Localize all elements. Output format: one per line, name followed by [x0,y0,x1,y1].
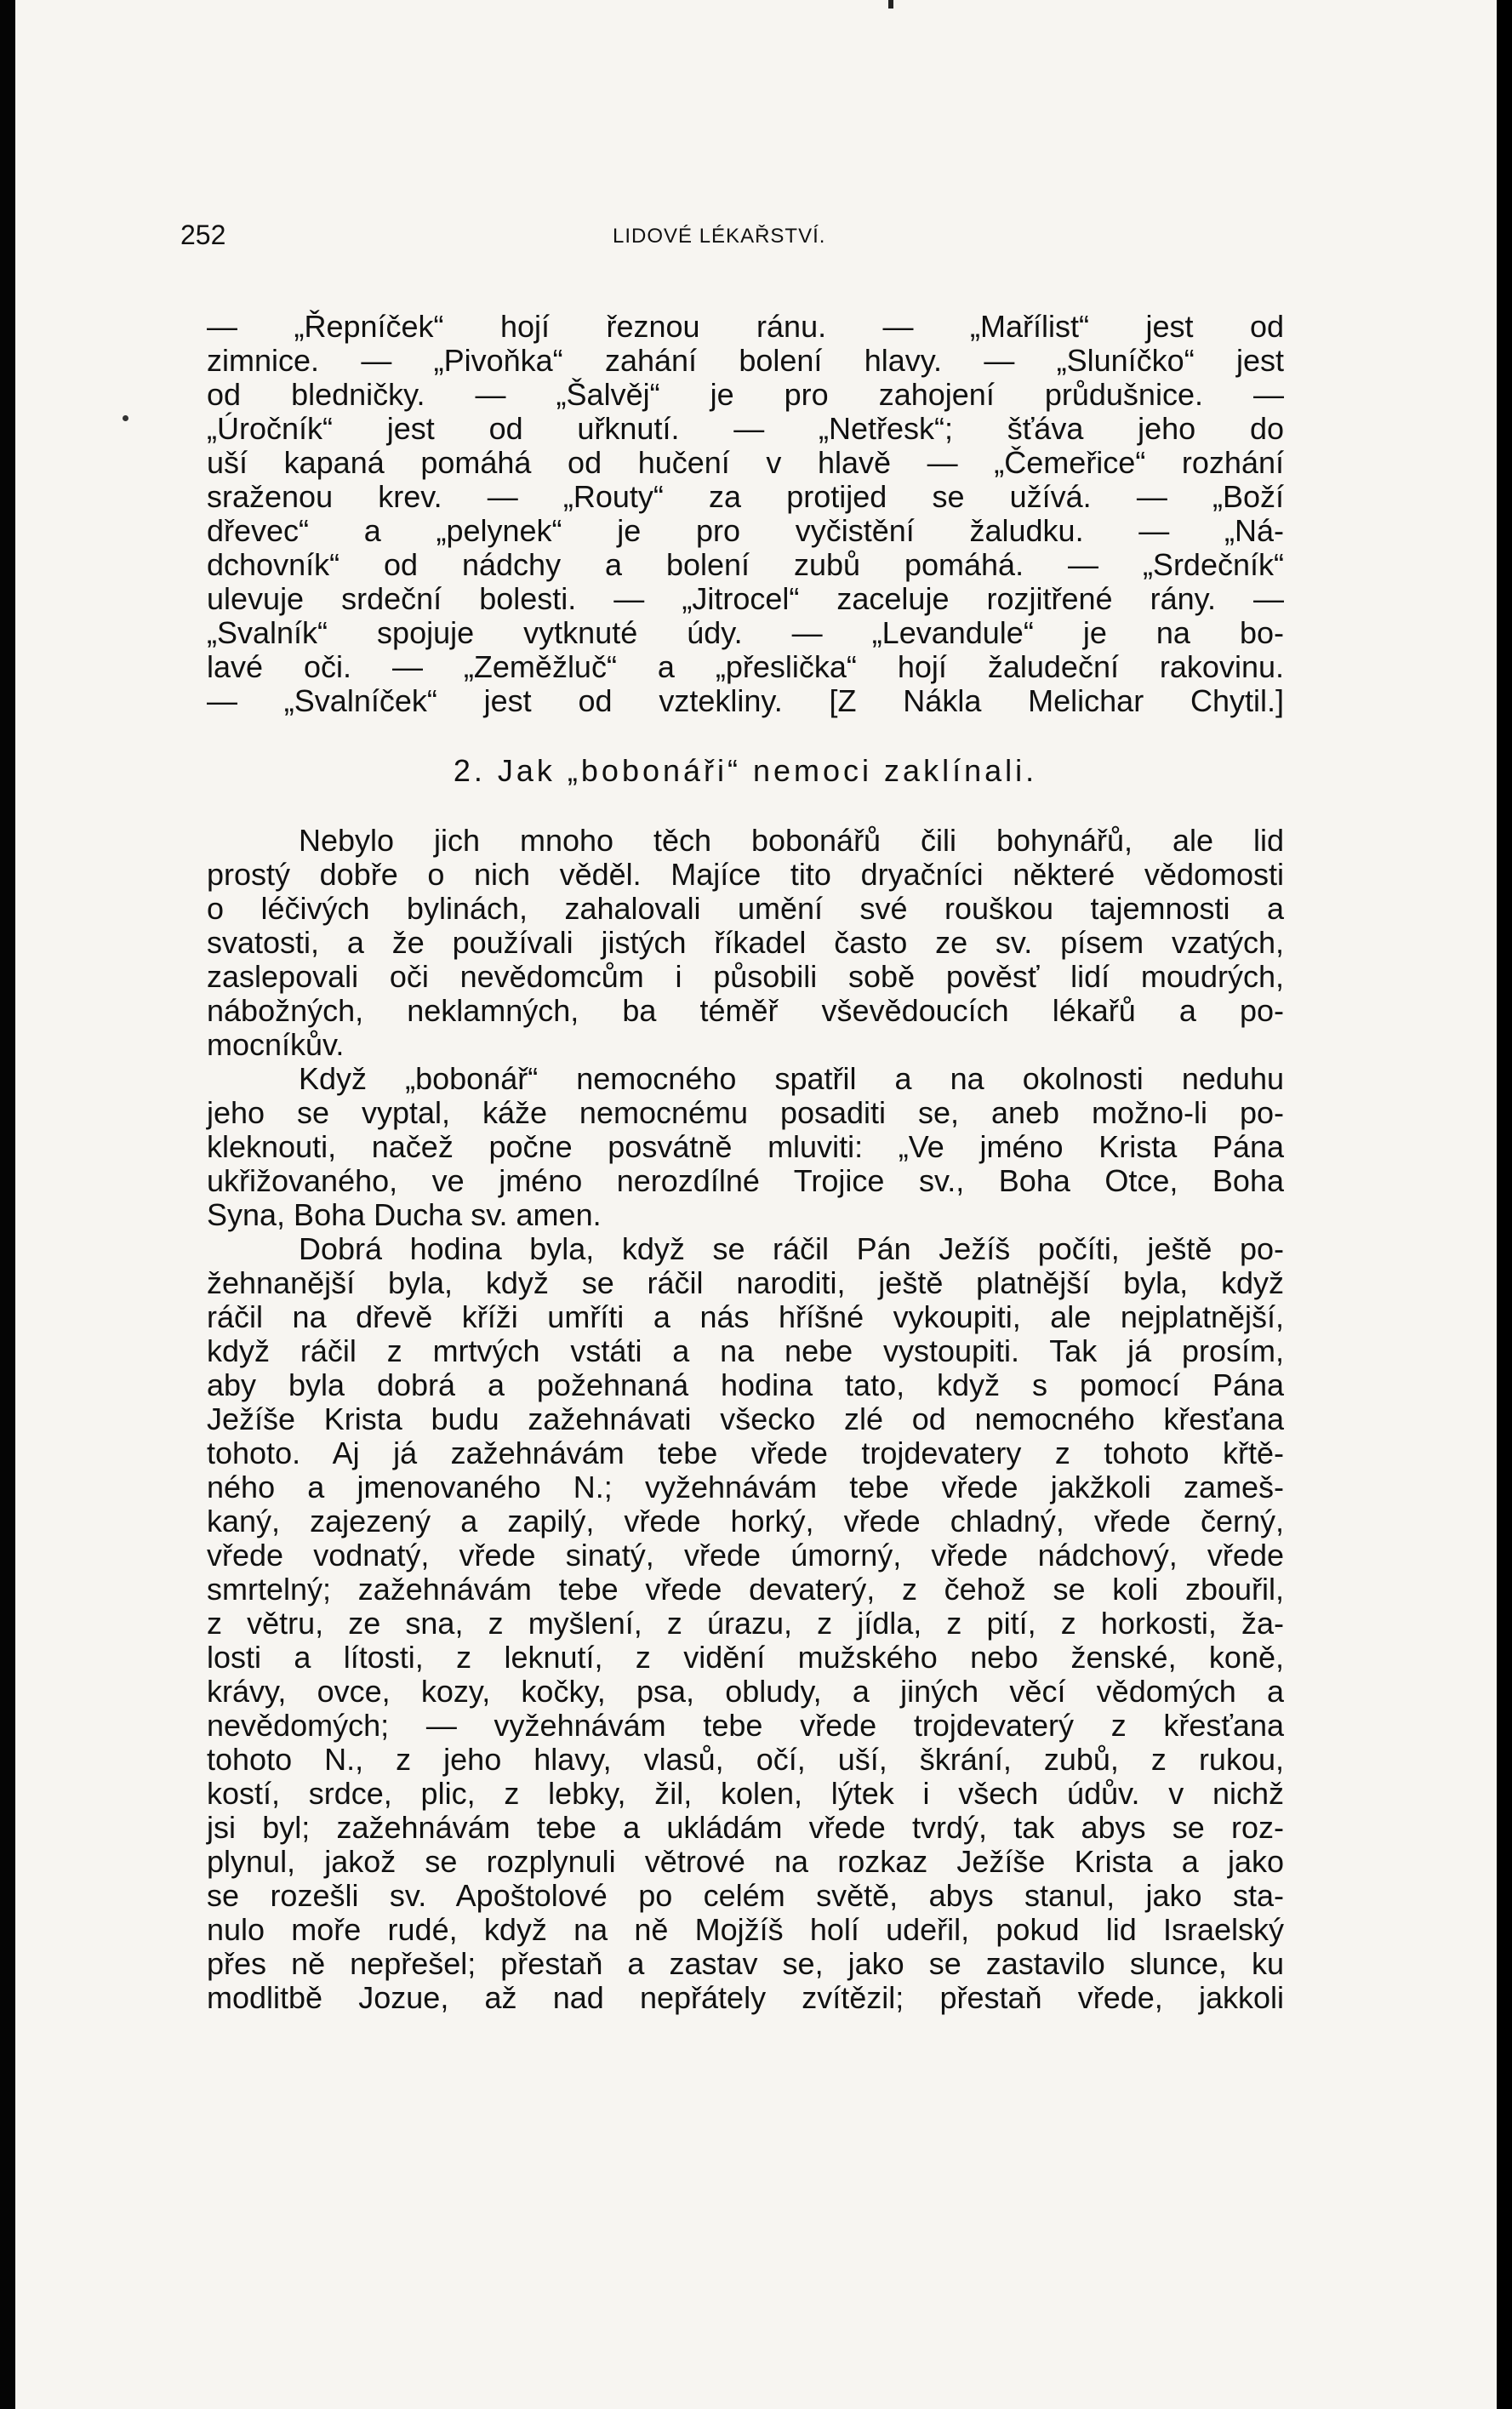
text-line: nevědomých; — vyžehnávám tebe vřede trojdevaterý z křesťana [207,1708,1284,1743]
paragraph [207,1232,1284,2015]
text-line: o léčivých bylinách, zahalovali umění své rouškou tajemnosti a [207,891,1284,926]
plant-remedies-section [207,310,1284,718]
scan-right-edge [1497,0,1512,2409]
text-line: od bledničky. — „Šalvěj“ je pro zahojení průdušnice. — [207,377,1284,412]
section-heading: 2. Jak „bobonáři“ nemoci zaklínali. [453,753,1038,788]
text-line: vřede vodnatý, vřede sinatý, vřede úmorný, vřede nádchový, vřede [207,1538,1284,1573]
text-line: aby byla dobrá a požehnaná hodina tato, když s pomocí Pána [207,1367,1284,1402]
text-line: zimnice. — „Pivoňka“ zahání bolení hlavy. — „Sluníčko“ jest [207,343,1284,378]
margin-dot [123,415,128,421]
scan-mark [888,0,893,9]
text-line: Dobrá hodina byla, když se ráčil Pán Ježíš počíti, ještě po- [299,1231,1284,1266]
text-line: smrtelný; zažehnávám tebe vřede devaterý, z čehož se koli zbouřil, [207,1572,1284,1607]
text-line: uší kapaná pomáhá od hučení v hlavě — „Čemeřice“ rozhání [207,445,1284,480]
text-line: přes ně nepřešel; přestaň a zastav se, jako se zastavilo slunce, ku [207,1946,1284,1981]
text-line: Nebylo jich mnoho těch bobonářů čili bohynářů, ale lid [299,823,1284,858]
paragraph [207,824,1284,1062]
text-line: kleknouti, načež počne posvátně mluviti: „Ve jméno Krista Pána [207,1129,1284,1164]
text-line: ráčil na dřevě kříži umříti a nás hříšné vykoupiti, ale nejplatnější, [207,1299,1284,1334]
text-line: Když „bobonář“ nemocného spatřil a na okolnosti neduhu [299,1061,1284,1096]
text-line: kaný, zajezený a zapilý, vřede horký, vřede chladný, vřede černý, [207,1504,1284,1538]
text-line: ného a jmenovaného N.; vyžehnávám tebe vřede jakžkoli zameš- [207,1470,1284,1504]
text-line: Syna, Boha Ducha sv. amen. [207,1197,602,1232]
text-line: tohoto N., z jeho hlavy, vlasů, očí, uší, škrání, zubů, z rukou, [207,1742,1284,1777]
text-line: zaslepovali oči nevědomcům i působili sobě pověsť lidí moudrých, [207,959,1284,994]
text-line: — „Svalníček“ jest od vztekliny. [Z Nákla Melichar Chytil.] [207,683,1284,718]
text-line: jeho se vyptal, káže nemocnému posaditi se, aneb možno-li po- [207,1095,1284,1130]
text-line: dchovník“ od nádchy a bolení zubů pomáhá. — „Srdečník“ [207,547,1284,582]
text-line: když ráčil z mrtvých vstáti a na nebe vystoupiti. Tak já prosím, [207,1333,1284,1368]
page-number: 252 [180,220,226,250]
text-line: Ježíše Krista budu zažehnávati všecko zlé od nemocného křesťana [207,1401,1284,1436]
text-line: svatosti, a že používali jistých říkadel často ze sv. písem vzatých, [207,925,1284,960]
page-body [207,310,1284,2015]
text-line: ulevuje srdeční bolesti. — „Jitrocel“ zaceluje rozjitřené rány. — [207,581,1284,616]
text-line: krávy, ovce, kozy, kočky, psa, obludy, a jiných věcí vědomých a [207,1674,1284,1709]
text-line: „Svalník“ spojuje vytknuté údy. — „Levandule“ je na bo- [207,615,1284,650]
text-line: nulo moře rudé, když na ně Mojžíš holí udeřil, pokud lid Israelský [207,1912,1284,1947]
text-line: — „Řepníček“ hojí řeznou ránu. — „Mařílist“ jest od [207,309,1284,344]
text-line: lavé oči. — „Zeměžluč“ a „přeslička“ hojí žaludeční rakovinu. [207,649,1284,684]
text-line: dřevec“ a „pelynek“ je pro vyčistění žaludku. — „Ná- [207,513,1284,548]
text-line: ukřižovaného, ve jméno nerozdílné Trojice sv., Boha Otce, Boha [207,1163,1284,1198]
scan-left-edge [0,0,15,2409]
text-line: plynul, jakož se rozplynuli větrové na rozkaz Ježíše Krista a jako [207,1844,1284,1879]
text-line: modlitbě Jozue, až nad nepřátely zvítězil; přestaň vřede, jakkoli [207,1980,1284,2015]
text-line: z větru, ze sna, z myšlení, z úrazu, z jídla, z pití, z horkosti, ža- [207,1606,1284,1641]
text-line: nábožných, neklamných, ba téměř vševědoucích lékařů a po- [207,993,1284,1028]
text-line: tohoto. Aj já zažehnávám tebe vřede trojdevatery z tohoto křtě- [207,1436,1284,1470]
text-line: mocníkův. [207,1027,345,1062]
page-header [180,220,1287,254]
text-line: žehnanější byla, když se ráčil naroditi, ještě platnější byla, když [207,1265,1284,1300]
text-line: kostí, srdce, plic, z lebky, žil, kolen, lýtek i všech údův. v nichž [207,1776,1284,1811]
text-line: jsi byl; zažehnávám tebe a ukládám vřede tvrdý, tak abys se roz- [207,1810,1284,1845]
text-line: „Úročník“ jest od uřknutí. — „Netřesk“; šťáva jeho do [207,411,1284,446]
paragraph [207,1062,1284,1232]
text-line: prostý dobře o nich věděl. Majíce tito dryačníci některé vědomosti [207,857,1284,892]
text-line: se rozešli sv. Apoštolové po celém světě, abys stanul, jako sta- [207,1878,1284,1913]
text-line: sraženou krev. — „Routy“ za protijed se užívá. — „Boží [207,479,1284,514]
text-line: losti a lítosti, z leknutí, z vidění mužského nebo ženské, koně, [207,1640,1284,1675]
running-title: LIDOVÉ LÉKAŘSTVÍ. [613,225,826,248]
